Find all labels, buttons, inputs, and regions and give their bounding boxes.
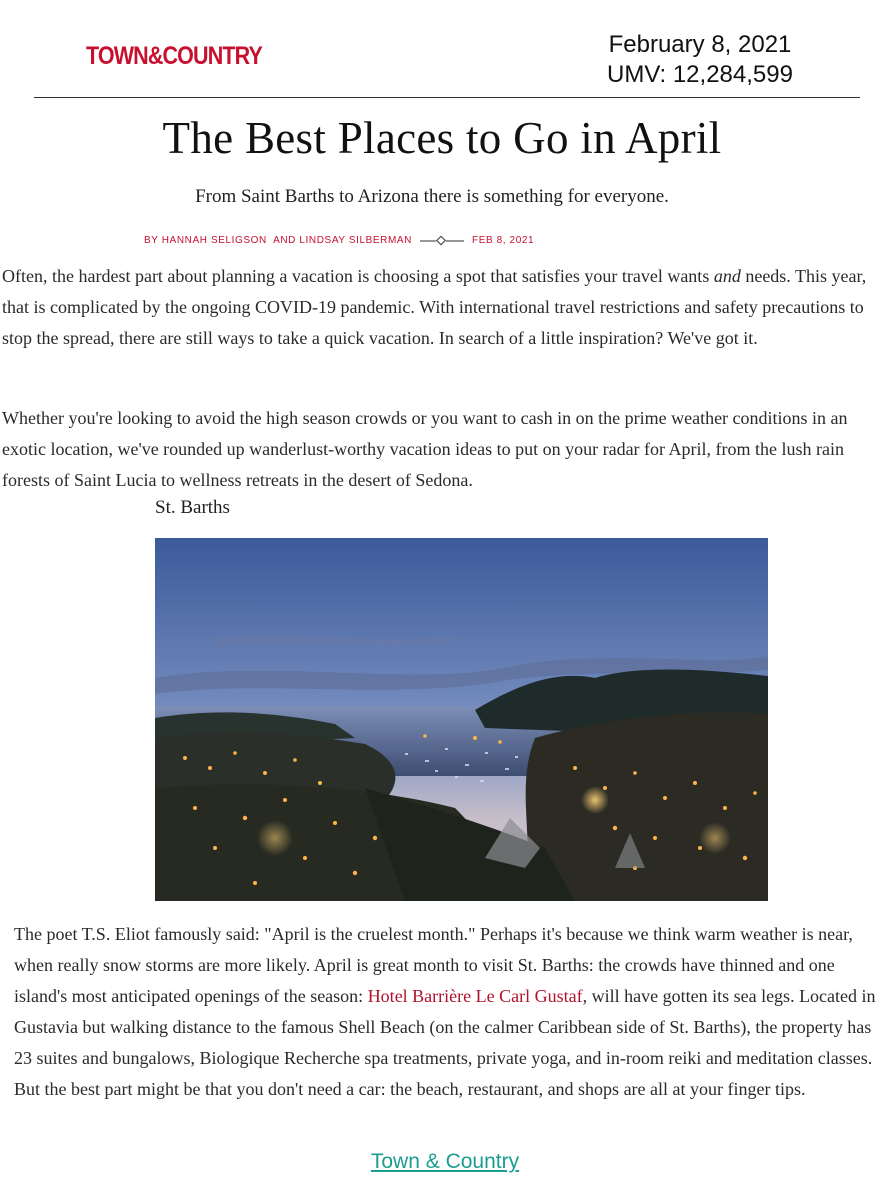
second-paragraph: Whether you're looking to avoid the high season crowds or you want to cash in on the prime weather conditions in an exotic location, we've rounded up wanderlust-worthy vacation ideas to put on your radar for April, from the lush rain forests of Saint Lucia to wellness retreats in the desert of Sedona. xyxy=(2,408,848,490)
source-link[interactable]: Town & Country xyxy=(370,1150,520,1173)
diamond-divider-icon xyxy=(420,236,464,246)
section-caption: St. Barths xyxy=(155,497,230,518)
byline-date: FEB 8, 2021 xyxy=(472,235,535,246)
publication-logo: TOWN&COUNTRY xyxy=(86,42,263,70)
st-barths-text-1: The poet T.S. Eliot famously said: "April is the cruelest month." Perhaps it's because we think warm weather is near, when really snow storms are more likely. April is great month to visit St. Barths: the crowds have thinned and one island's most anticipated openings of the season: xyxy=(14,924,853,1006)
article-dek: From Saint Barths to Arizona there is something for everyone. xyxy=(195,186,669,207)
hotel-link[interactable]: Hotel Barrière Le Carl Gustaf xyxy=(367,986,583,1006)
st-barths-text-2: , will have gotten its sea legs. Located in Gustavia but walking distance to the famous Shell Beach (on the calmer Caribbean side of St. Barths), the property has 23 suites and bungalows, Biologique Recherche spa treatments, private yoga, and in-room reiki and meditation classes. But the best part might be that you don't need a car: the beach, restaurant, and shops are all at your finger tips. xyxy=(14,986,876,1099)
st-barths-photo xyxy=(155,538,768,901)
intro-text-1: Often, the hardest part about planning a vacation is choosing a spot that satisfies your travel wants xyxy=(2,266,714,286)
intro-paragraph xyxy=(2,261,892,354)
intro-text-2: needs. This year, that is complicated by the ongoing COVID-19 pandemic. With international travel restrictions and safety precautions to stop the spread, there are still ways to take a quick vacation. In search of a little inspiration? We've got it. xyxy=(2,266,867,348)
article-title: The Best Places to Go in April xyxy=(162,113,722,163)
header-divider xyxy=(34,97,860,98)
intro-emphasis: and xyxy=(713,266,741,286)
st-barths-paragraph xyxy=(14,919,892,1105)
byline xyxy=(144,235,534,246)
byline-authors[interactable]: BY HANNAH SELIGSON AND LINDSAY SILBERMAN xyxy=(144,235,413,246)
clipping-meta xyxy=(580,30,820,90)
clipping-date: February 8, 2021 xyxy=(608,31,792,58)
clipping-umv: UMV: 12,284,599 xyxy=(607,61,793,88)
